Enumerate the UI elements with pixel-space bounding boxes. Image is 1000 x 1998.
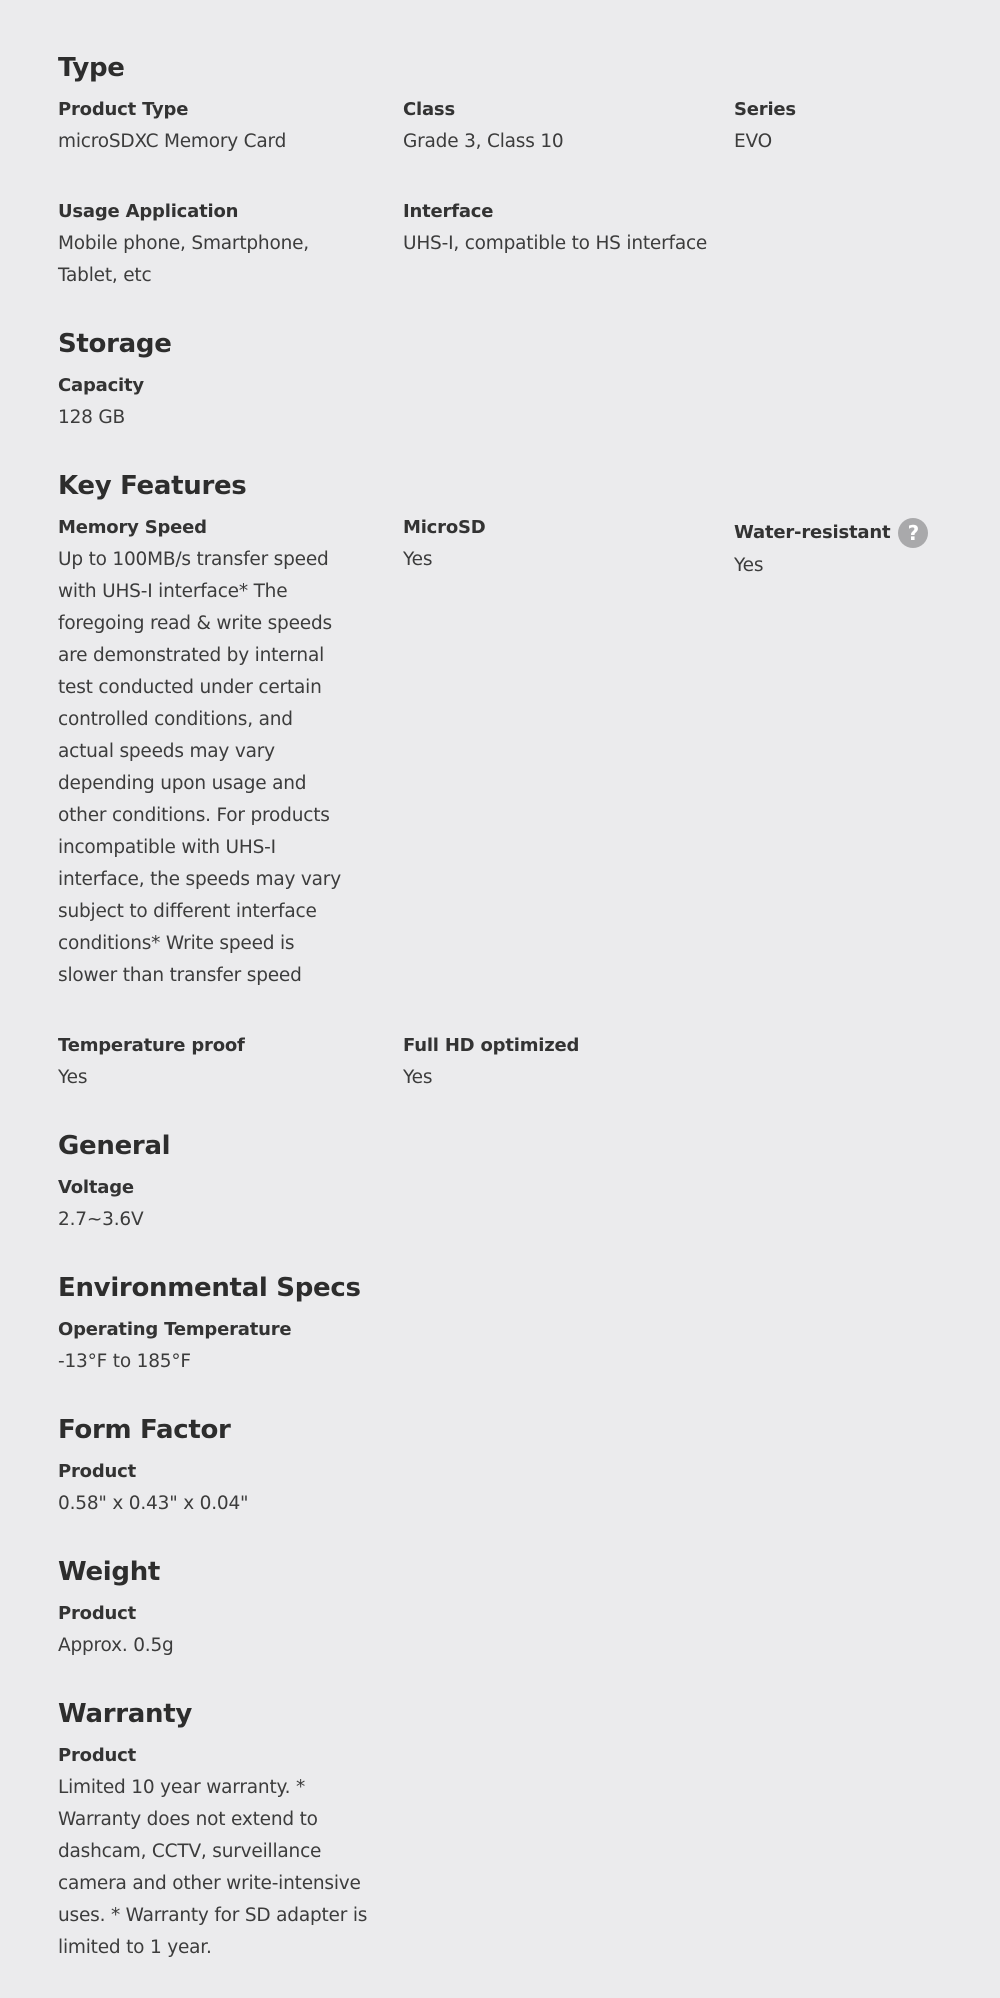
section-general: [58, 1128, 958, 1236]
spec-value: Yes: [403, 1067, 433, 1088]
section-storage: [58, 326, 958, 434]
spec-class: [403, 96, 734, 158]
spec-value: Mobile phone, Smartphone, Tablet, etc: [58, 233, 309, 286]
spec-value: UHS-I, compatible to HS interface: [403, 233, 708, 254]
spec-series: [734, 96, 934, 158]
section-title-warranty: Warranty: [58, 1699, 192, 1729]
spec-capacity: [58, 372, 403, 434]
specs-page: [58, 50, 958, 1998]
spec-grid-key-features: [58, 514, 958, 1094]
spec-value: 2.7~3.6V: [58, 1209, 144, 1230]
spec-label: Voltage: [58, 1177, 134, 1198]
section-title-general: General: [58, 1131, 171, 1161]
section-title-type: Type: [58, 53, 125, 83]
spec-label: Memory Speed: [58, 517, 207, 538]
spec-grid-warranty: [58, 1742, 958, 1964]
spec-value: 128 GB: [58, 407, 126, 428]
spec-grid-weight: [58, 1600, 958, 1662]
spec-temperature-proof: [58, 1032, 403, 1094]
spec-interface: [403, 198, 734, 292]
section-title-form-factor: Form Factor: [58, 1415, 231, 1445]
question-circle-icon[interactable]: ?: [898, 518, 928, 548]
spec-value: microSDXC Memory Card: [58, 131, 287, 152]
spec-label: Class: [403, 99, 455, 120]
spec-value: Grade 3, Class 10: [403, 131, 564, 152]
spec-grid-storage: [58, 372, 958, 434]
spec-value: Yes: [58, 1067, 88, 1088]
spec-label: Product Type: [58, 99, 189, 120]
spec-form-factor-product: [58, 1458, 403, 1520]
spec-label: Operating Temperature: [58, 1319, 292, 1340]
spec-label-row: [734, 518, 934, 548]
spec-full-hd-optimized: [403, 1032, 734, 1094]
spec-usage-application: [58, 198, 403, 292]
section-title-environmental-specs: Environmental Specs: [58, 1273, 361, 1303]
spec-label: Usage Application: [58, 201, 239, 222]
spec-product-type: [58, 96, 403, 158]
section-form-factor: [58, 1412, 958, 1520]
spec-label: Series: [734, 99, 796, 120]
spec-value: Yes: [734, 555, 764, 576]
section-key-features: [58, 468, 958, 1094]
spec-label: Product: [58, 1745, 137, 1766]
section-type: [58, 50, 958, 292]
spec-value: Yes: [403, 549, 433, 570]
spec-warranty-product: [58, 1742, 403, 1964]
spec-label: Full HD optimized: [403, 1035, 580, 1056]
section-title-key-features: Key Features: [58, 471, 247, 501]
section-weight: [58, 1554, 958, 1662]
spec-microsd: [403, 514, 734, 992]
spec-label: MicroSD: [403, 517, 486, 538]
spec-label: Capacity: [58, 375, 144, 396]
spec-value: -13°F to 185°F: [58, 1351, 191, 1372]
spec-voltage: [58, 1174, 403, 1236]
spec-label: Product: [58, 1603, 137, 1624]
spec-weight-product: [58, 1600, 403, 1662]
section-environmental-specs: [58, 1270, 958, 1378]
spec-grid-type: [58, 96, 958, 292]
section-title-weight: Weight: [58, 1557, 161, 1587]
spec-value: Up to 100MB/s transfer speed with UHS-I interface* The foregoing read & write speeds are demonstrated by internal test conducted under certain controlled conditions, and actual speeds may vary depending upon usage and other conditions. For products incompatible with UHS-I interface, the speeds may vary subject to different interface conditions* Write speed is slower than transfer speed: [58, 549, 341, 986]
spec-label: Interface: [403, 201, 494, 222]
section-warranty: [58, 1696, 958, 1964]
spec-value: Approx. 0.5g: [58, 1635, 174, 1656]
spec-operating-temperature: [58, 1316, 403, 1378]
spec-value: Limited 10 year warranty. * Warranty does not extend to dashcam, CCTV, surveillance camera and other write-intensive uses. * Warranty for SD adapter is limited to 1 year.: [58, 1777, 368, 1958]
spec-value: 0.58" x 0.43" x 0.04": [58, 1493, 249, 1514]
spec-value: EVO: [734, 131, 772, 152]
section-title-storage: Storage: [58, 329, 172, 359]
spec-grid-environmental: [58, 1316, 958, 1378]
spec-grid-general: [58, 1174, 958, 1236]
spec-grid-form-factor: [58, 1458, 958, 1520]
spec-water-resistant: [734, 514, 934, 992]
spec-label: Temperature proof: [58, 1035, 245, 1056]
spec-label: Product: [58, 1461, 137, 1482]
spec-label: Water-resistant: [734, 522, 891, 543]
spec-memory-speed: [58, 514, 403, 992]
